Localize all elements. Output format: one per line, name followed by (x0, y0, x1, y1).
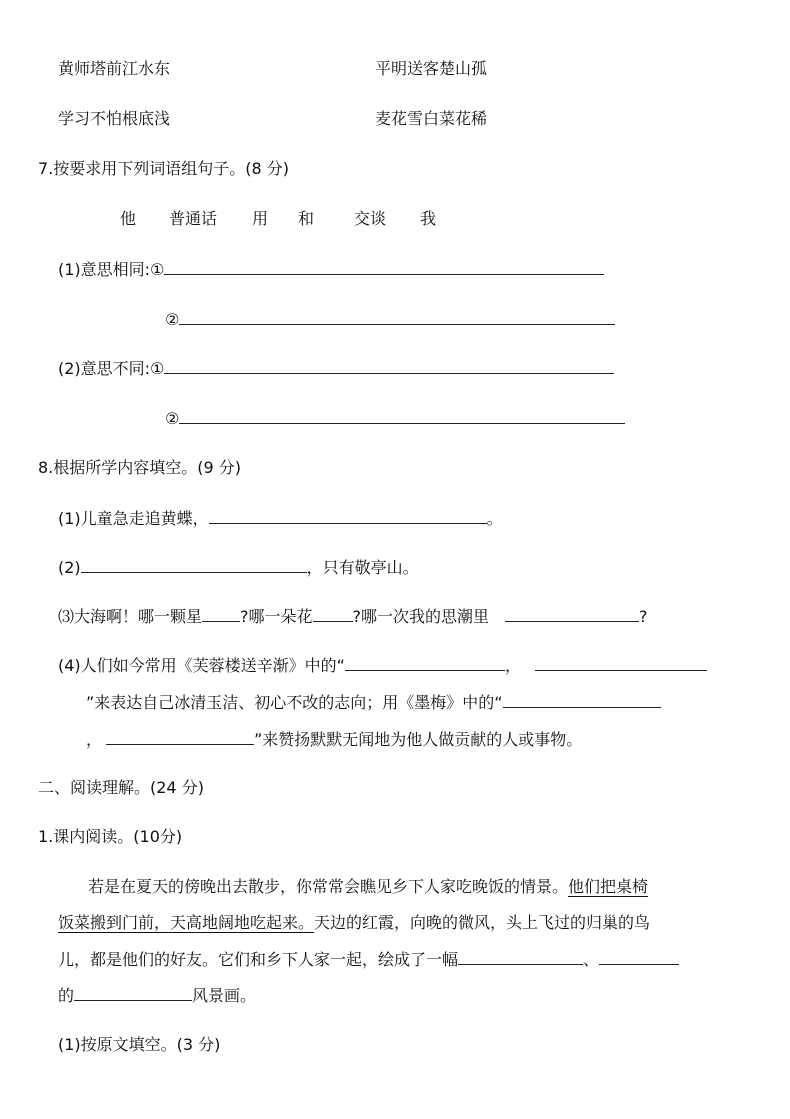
q8-title: 8.根据所学内容填空。(9 分) (38, 458, 242, 477)
answer-blank[interactable] (458, 948, 583, 965)
passage-text: 风景画。 (192, 986, 257, 1005)
poem-line-d: 麦花雪白菜花稀 (375, 109, 488, 128)
answer-blank[interactable] (106, 728, 254, 745)
q8-s4-line3 (86, 728, 582, 751)
q8-s1 (58, 507, 503, 530)
q8-s4-text: ”来表达自己冰清玉洁、初心不改的志向；用《墨梅》中的“ (86, 693, 503, 712)
poem-line-b: 平明送客楚山孤 (375, 59, 488, 78)
section2-title: 二、阅读理解。(24 分) (38, 778, 204, 797)
word-item: 普通话 (169, 209, 218, 228)
answer-blank[interactable] (599, 948, 679, 965)
passage-underlined: 饭菜搬到门前，天高地阔地吃起来。 (58, 913, 315, 932)
q8-s1-text: (1)儿童急走追黄蝶， (58, 509, 209, 528)
answer-blank[interactable] (74, 984, 192, 1001)
circle-two-label: ② (165, 310, 180, 329)
passage-underlined: 他们把桌椅 (568, 877, 649, 896)
q8-s2-text: ，只有敬亭山。 (306, 558, 419, 577)
q8-s1-end: 。 (486, 509, 503, 528)
poem-line-c: 学习不怕根底浅 (58, 109, 171, 128)
q8-s3 (58, 605, 648, 628)
word-item: 用 (252, 209, 269, 228)
passage-line-4 (58, 984, 256, 1007)
sub-question-1: (1)按原文填空。(3 分) (58, 1035, 221, 1054)
q8-s4-text: (4)人们如今常用《芙蓉楼送辛渐》中的“ (58, 656, 345, 675)
answer-blank[interactable] (209, 507, 487, 524)
word-item: 交谈 (354, 209, 387, 228)
passage-text: 天边的红霞，向晚的微风，头上飞过的归巢的鸟 (314, 913, 651, 932)
answer-blank[interactable] (535, 654, 707, 671)
passage-text: 若是在夏天的傍晚出去散步，你常常会瞧见乡下人家吃晚饭的情景。 (88, 877, 569, 896)
q8-s3-end: ? (639, 607, 648, 626)
passage-line-2 (58, 912, 650, 934)
passage-text: 、 (583, 950, 600, 969)
answer-blank[interactable] (313, 605, 353, 622)
passage-text: 的 (58, 986, 75, 1005)
q7-diff-label: (2)意思不同:① (58, 359, 165, 378)
section2-q1-title: 1.课内阅读。(10分) (38, 827, 183, 846)
q8-s2-label: (2) (58, 558, 81, 577)
word-item: 我 (420, 209, 437, 228)
q7-diff-row1 (58, 357, 614, 380)
q7-title: 7.按要求用下列词语组句子。(8 分) (38, 159, 290, 178)
answer-blank[interactable] (164, 357, 614, 374)
passage-line-3 (58, 948, 679, 971)
q8-s4-text: ”来赞扬默默无闻地为他人做贡献的人或事物。 (254, 730, 583, 749)
q8-s3-text: ?哪一朵花 (240, 607, 313, 626)
q8-s4-comma: ， (86, 730, 103, 749)
q8-s3-text: ?哪一次我的思潮里 (352, 607, 490, 626)
answer-blank[interactable] (503, 691, 661, 708)
answer-blank[interactable] (164, 258, 604, 275)
q7-same-row1 (58, 258, 604, 281)
word-item: 他 (120, 209, 137, 228)
q7-same-label: (1)意思相同:① (58, 260, 165, 279)
answer-blank[interactable] (179, 407, 625, 424)
passage-line-1 (88, 876, 648, 898)
answer-blank[interactable] (202, 605, 240, 622)
q7-diff-row2 (165, 407, 625, 430)
q8-s4-comma: ， (504, 656, 521, 675)
q7-same-row2 (165, 308, 615, 331)
q8-s2 (58, 556, 419, 579)
word-item: 和 (298, 209, 315, 228)
q8-s4-line1 (58, 654, 707, 677)
answer-blank[interactable] (505, 605, 639, 622)
circle-two-label: ② (165, 409, 180, 428)
q8-s4-line2 (86, 691, 661, 714)
answer-blank[interactable] (345, 654, 505, 671)
poem-line-a: 黄师塔前江水东 (58, 59, 171, 78)
q8-s3-text: ⑶大海啊！哪一颗星 (58, 607, 203, 626)
answer-blank[interactable] (179, 308, 615, 325)
answer-blank[interactable] (81, 556, 307, 573)
passage-text: 儿，都是他们的好友。它们和乡下人家一起，绘成了一幅 (58, 950, 459, 969)
